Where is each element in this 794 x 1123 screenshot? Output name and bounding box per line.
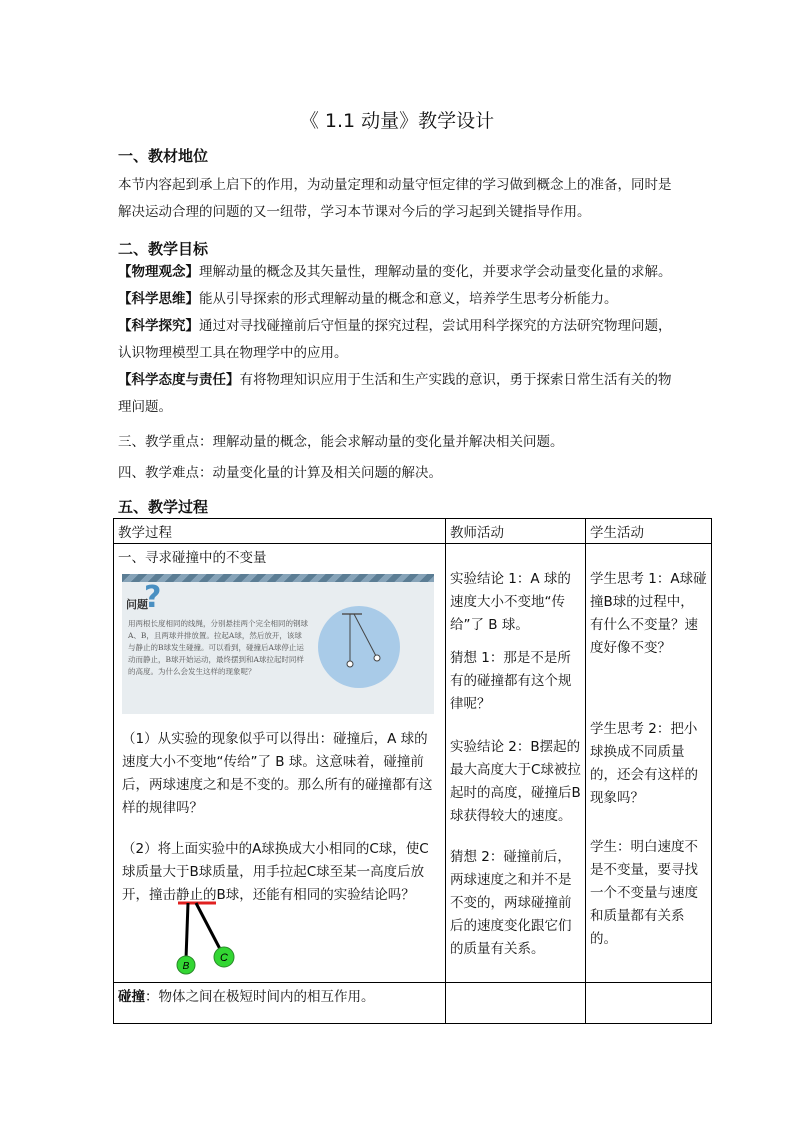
definition-text: ：物体之间在极短时间内的相互作用。 bbox=[145, 989, 375, 1005]
section-2-heading: 二、教学目标 bbox=[118, 240, 209, 258]
definition-cell bbox=[114, 983, 446, 1024]
section-1-text: 本节内容起到承上启下的作用，为动量定理和动量守恒定律的学习做到概念上的准备，同时是解决运动合理的问题的又一纽带，学习本节课对今后的学习起到关键指导作用。 bbox=[118, 177, 672, 220]
goal-tag: 【科学探究】 bbox=[118, 318, 199, 334]
teacher-hypothesis-1: 猜想 1：那是不是所有的碰撞都有这个规律呢？ bbox=[450, 650, 572, 712]
figure-text: 用两根长度相同的线绳，分别悬挂两个完全相同的钢球A、B，且两球并排放置。拉起A球，然后放开，该球与静止的B球发生碰撞。可以看到，碰撞后A球停止运动而静止，B球开始运动，最终摆到和A球拉起时同样的高度。为什么会发生这样的现象呢？ bbox=[128, 619, 308, 676]
goal-text: 有将物理知识应用于生活和生产实践的意识，勇于探索日常生活有关的物理问题。 bbox=[118, 372, 672, 415]
figure-label: 问题 bbox=[126, 598, 148, 611]
student-thinking-2: 学生思考 2：把小球换成不同质量的，还会有这样的现象吗？ bbox=[590, 721, 698, 806]
student-response: 学生：明白速度不是不变量，要寻找一个不变量与速度和质量都有关系的。 bbox=[590, 839, 698, 947]
process-paragraph-2: （2）将上面实验中的A球换成大小相同的C球，使C球质量大于B球质量，用手拉起C球至某一高度后放开，撞击静止的B球，还能有相同的实验结论吗？ bbox=[122, 841, 429, 903]
teacher-conclusion-1: 实验结论 1：A 球的速度大小不变地“传给”了 B 球。 bbox=[450, 571, 571, 633]
section-5-heading: 五、教学过程 bbox=[118, 498, 209, 516]
process-heading: 一、寻求碰撞中的不变量 bbox=[118, 550, 267, 566]
student-thinking-1: 学生思考 1：A球碰撞B球的过程中，有什么不变量？速度好像不变？ bbox=[590, 571, 707, 656]
goal-text: 能从引导探索的形式理解动量的概念和意义，培养学生思考分析能力。 bbox=[199, 291, 618, 307]
header-cell: 教学过程 bbox=[114, 519, 446, 544]
goal-physics-concept bbox=[118, 259, 678, 286]
document-title: 《 1.1 动量》教学设计 bbox=[299, 110, 495, 132]
teaching-process-table bbox=[113, 518, 712, 1024]
goal-tag: 【科学思维】 bbox=[118, 291, 199, 307]
figure-header-band bbox=[122, 574, 434, 582]
goal-text: 理解动量的概念及其矢量性，理解动量的变化，并要求学会动量变化量的求解。 bbox=[199, 264, 672, 280]
goal-scientific-thinking bbox=[118, 286, 678, 313]
teacher-conclusion-2: 实验结论 2：B摆起的最大高度大于C球被拉起时的高度，碰撞后B球获得较大的速度。 bbox=[450, 739, 581, 824]
collision-diagram bbox=[168, 897, 278, 977]
pendulum-icon bbox=[318, 606, 400, 688]
goal-attitude-responsibility bbox=[118, 367, 678, 421]
teacher-activity-cell bbox=[446, 544, 586, 983]
goal-tag: 【物理观念】 bbox=[118, 264, 199, 280]
student-activity-cell bbox=[586, 544, 712, 983]
header-cell: 学生活动 bbox=[586, 519, 712, 544]
goal-tag: 【科学态度与责任】 bbox=[118, 372, 240, 388]
definition-term: 碰撞 bbox=[118, 989, 145, 1005]
section-1-heading: 一、教材地位 bbox=[118, 147, 209, 165]
section-3-key-points: 三、教学重点：理解动量的概念，能会求解动量的变化量并解决相关问题。 bbox=[118, 434, 564, 450]
process-paragraph-1: （1）从实验的现象似乎可以得出：碰撞后，A 球的速度大小不变地“传给”了 B 球。这意味着，碰撞前后，两球速度之和是不变的。那么所有的碰撞都有这样的规律吗？ bbox=[122, 731, 433, 816]
section-4-difficulties: 四、教学难点：动量变化量的计算及相关问题的解决。 bbox=[118, 465, 442, 481]
empty-cell bbox=[586, 983, 712, 1024]
table-row bbox=[114, 544, 712, 983]
table-row bbox=[114, 983, 712, 1024]
empty-cell bbox=[446, 983, 586, 1024]
question-mark-icon: ? bbox=[144, 580, 162, 615]
ball-c-label: C bbox=[220, 952, 228, 964]
header-cell: 教师活动 bbox=[446, 519, 586, 544]
pendulum-illustration bbox=[318, 606, 400, 688]
goal-scientific-inquiry bbox=[118, 313, 678, 367]
table-header-row bbox=[114, 519, 712, 544]
process-cell bbox=[114, 544, 446, 983]
teacher-hypothesis-2: 猜想 2：碰撞前后，两球速度之和并不是不变的，两球碰撞前后的速度变化跟它们的质量有关系。 bbox=[450, 849, 572, 957]
problem-figure bbox=[122, 574, 434, 714]
goal-text: 通过对寻找碰撞前后守恒量的探究过程，尝试用科学探究的方法研究物理问题，认识物理模型工具在物理学中的应用。 bbox=[118, 318, 672, 361]
ball-b-label: B bbox=[182, 961, 190, 972]
